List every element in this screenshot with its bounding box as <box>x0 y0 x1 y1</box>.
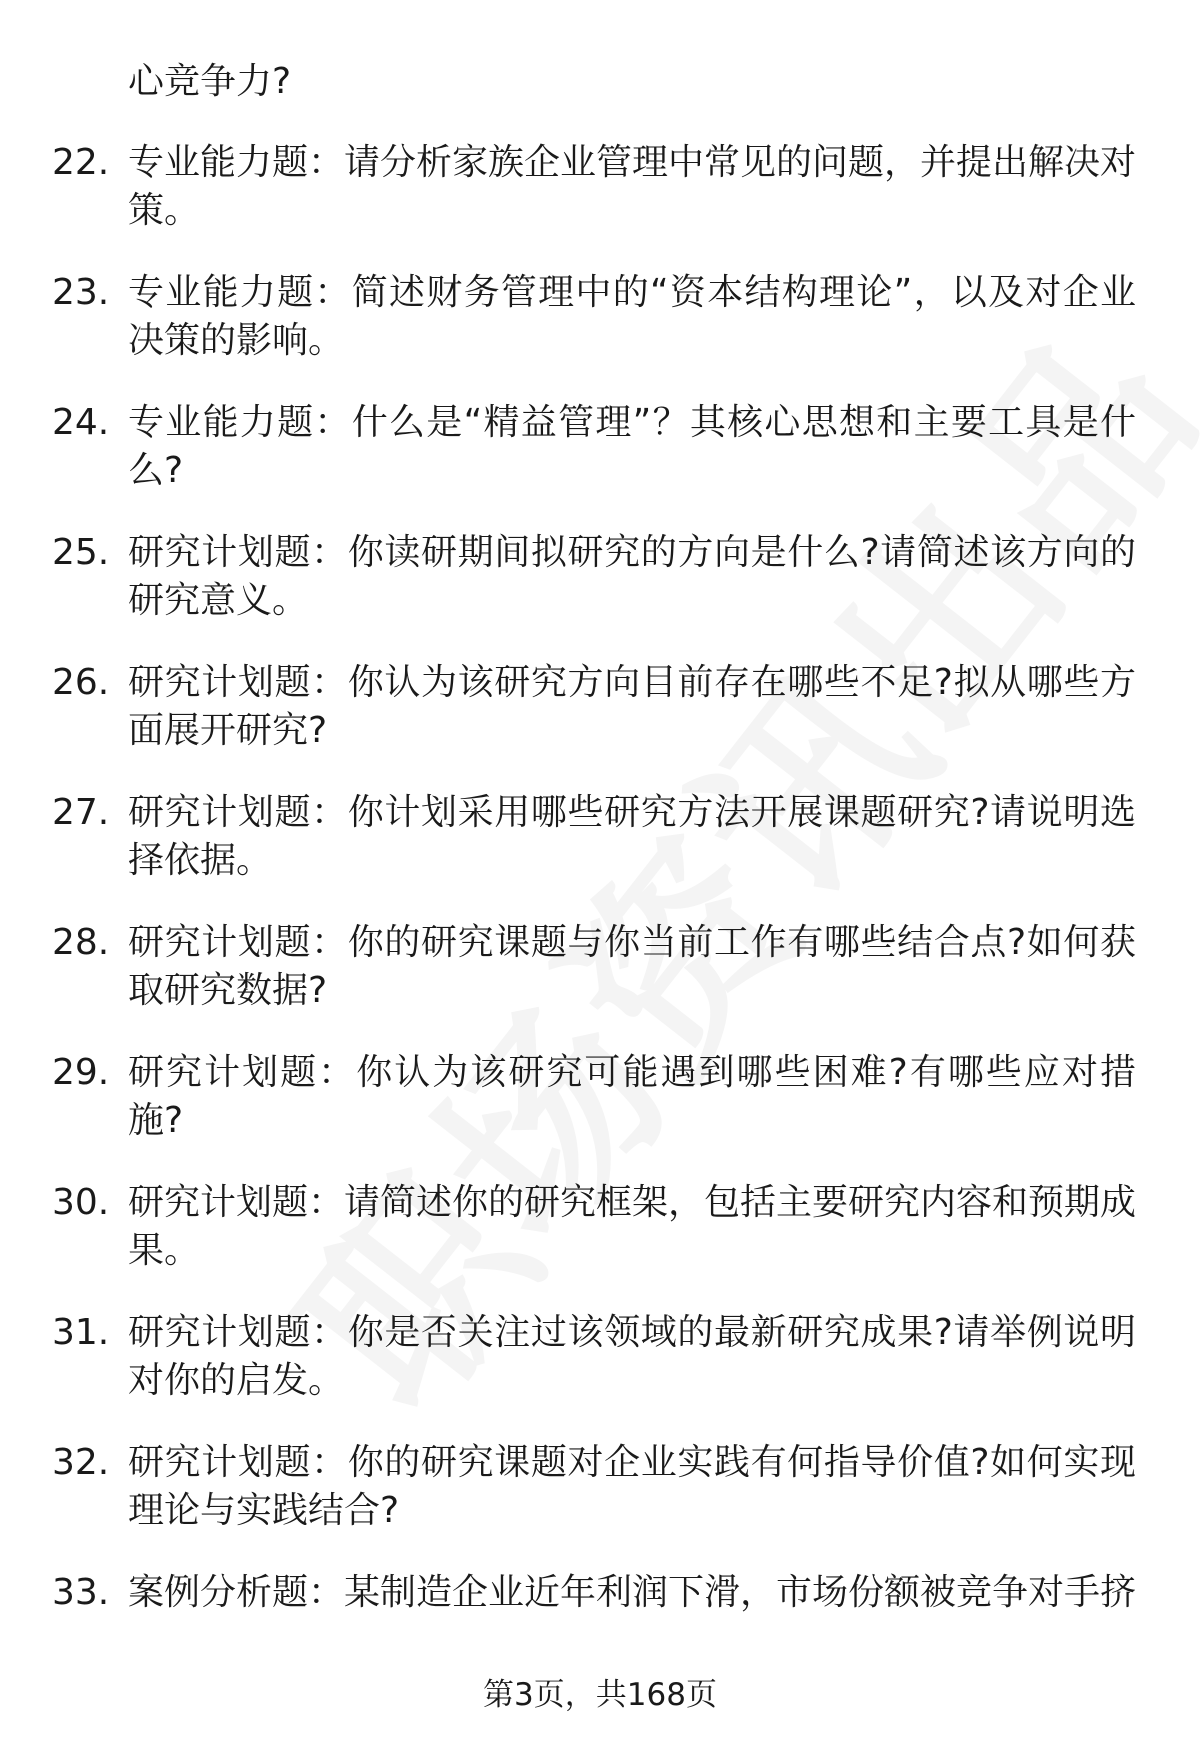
list-item <box>0 269 1200 365</box>
item-text: 研究计划题：你认为该研究方向目前存在哪些不足?拟从哪些方面展开研究? <box>128 662 1136 751</box>
item-number: 31. <box>52 1312 110 1353</box>
list-item <box>0 1439 1200 1535</box>
list-item <box>0 919 1200 1015</box>
item-number: 28. <box>52 922 110 963</box>
question-list <box>0 58 1200 1651</box>
item-number: 25. <box>52 532 110 573</box>
item-text: 案例分析题：某制造企业近年利润下滑，市场份额被竞争对手挤 <box>128 1572 1137 1613</box>
item-text: 研究计划题：你的研究课题与你当前工作有哪些结合点?如何获取研究数据? <box>128 922 1136 1011</box>
list-item <box>0 139 1200 235</box>
item-number: 22. <box>52 142 110 183</box>
list-item <box>0 1569 1200 1617</box>
list-item <box>0 529 1200 625</box>
item-text: 专业能力题：请分析家族企业管理中常见的问题，并提出解决对策。 <box>128 142 1137 231</box>
item-number: 24. <box>52 402 110 443</box>
list-item <box>0 659 1200 755</box>
list-item <box>0 1049 1200 1145</box>
item-number: 23. <box>52 272 110 313</box>
list-item <box>0 1179 1200 1275</box>
item-number: 27. <box>52 792 110 833</box>
continuation-text: 心竞争力? <box>128 61 292 102</box>
item-text: 研究计划题：你认为该研究可能遇到哪些困难?有哪些应对措施? <box>128 1052 1136 1141</box>
item-text: 研究计划题：你读研期间拟研究的方向是什么?请简述该方向的研究意义。 <box>128 532 1136 621</box>
item-number: 30. <box>52 1182 110 1223</box>
item-text: 研究计划题：你的研究课题对企业实践有何指导价值?如何实现理论与实践结合? <box>128 1442 1136 1531</box>
item-text: 专业能力题：简述财务管理中的“资本结构理论”，以及对企业决策的影响。 <box>128 272 1136 361</box>
item-number: 29. <box>52 1052 110 1093</box>
item-text: 研究计划题：你是否关注过该领域的最新研究成果?请举例说明对你的启发。 <box>128 1312 1136 1401</box>
item-number: 26. <box>52 662 110 703</box>
list-item <box>0 789 1200 885</box>
item-text: 研究计划题：你计划采用哪些研究方法开展课题研究?请说明选择依据。 <box>128 792 1136 881</box>
list-item <box>0 399 1200 495</box>
list-item <box>0 1309 1200 1405</box>
item-number: 32. <box>52 1442 110 1483</box>
item-number: 33. <box>52 1572 110 1613</box>
item-text: 研究计划题：请简述你的研究框架，包括主要研究内容和预期成果。 <box>128 1182 1137 1271</box>
page-number: 第3页，共168页 <box>483 1677 717 1713</box>
item-text: 专业能力题：什么是“精益管理”？其核心思想和主要工具是什么? <box>128 402 1136 491</box>
